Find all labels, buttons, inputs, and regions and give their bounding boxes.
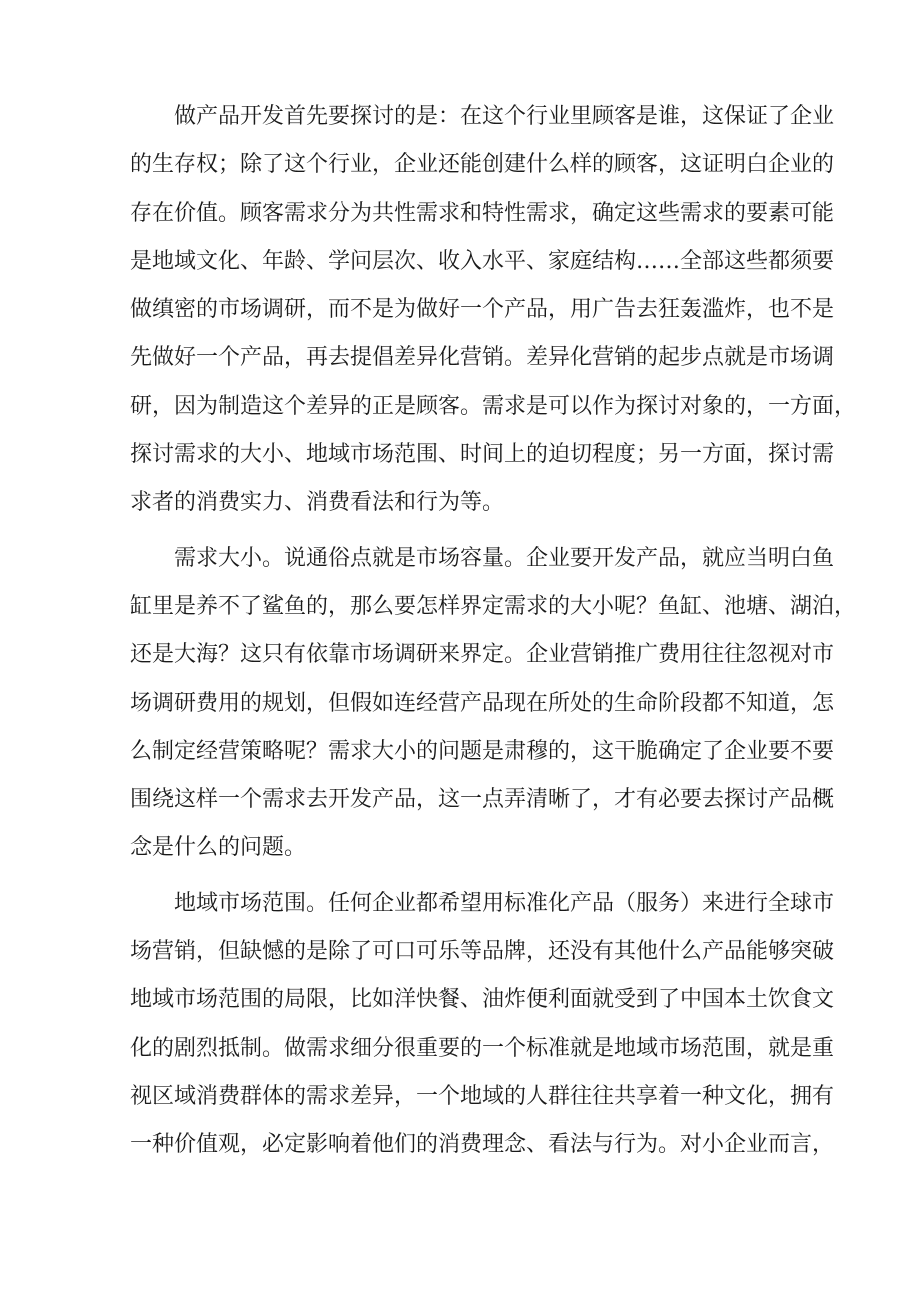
text-line: 是地域文化、年龄、学问层次、收入水平、家庭结构……全部这些都须要: [130, 248, 835, 274]
text-line: 研，因为制造这个差异的正是顾客。需求是可以作为探讨对象的，一方面，: [130, 393, 857, 419]
text-line: 需求大小。说通俗点就是市场容量。企业要开发产品，就应当明白鱼: [174, 545, 835, 571]
text-line: 围绕这样一个需求去开发产品，这一点弄清晰了，才有必要去探讨产品概: [130, 787, 835, 813]
paragraph-1: [130, 93, 857, 528]
text-line: 做产品开发首先要探讨的是：在这个行业里顾客是谁，这保证了企业: [174, 104, 835, 129]
text-line: 么制定经营策略呢？需求大小的问题是肃穆的，这干脆确定了企业要不要: [130, 738, 835, 764]
paragraph-3: [130, 880, 835, 1170]
text-line: 场营销，但缺憾的是除了可口可乐等品牌，还没有其他什么产品能够突破: [130, 939, 835, 965]
text-line: 视区域消费群体的需求差异，一个地域的人群往往共享着一种文化，拥有: [130, 1083, 835, 1109]
text-line: 地域市场范围的局限，比如洋快餐、油炸便利面就受到了中国本土饮食文: [130, 987, 835, 1013]
text-line: 探讨需求的大小、地域市场范围、时间上的迫切程度；另一方面，探讨需: [130, 442, 835, 468]
text-line: 场调研费用的规划，但假如连经营产品现在所处的生命阶段都不知道，怎: [130, 690, 835, 716]
text-line: 地域市场范围。任何企业都希望用标准化产品（服务）来进行全球市: [174, 890, 835, 916]
body-text: [130, 93, 857, 1177]
text-line: 存在价值。顾客需求分为共性需求和特性需求，确定这些需求的要素可能: [130, 200, 835, 226]
text-line: 缸里是养不了鲨鱼的，那么要怎样界定需求的大小呢？鱼缸、池塘、湖泊，: [130, 593, 857, 619]
paragraph-2: [130, 535, 857, 873]
text-line: 先做好一个产品，再去提倡差异化营销。差异化营销的起步点就是市场调: [130, 345, 835, 371]
text-line: 念是什么的问题。: [130, 835, 307, 861]
text-line: 还是大海？这只有依靠市场调研来界定。企业营销推广费用往往忽视对市: [130, 642, 835, 668]
text-line: 一种价值观，必定影响着他们的消费理念、看法与行为。对小企业而言，: [130, 1132, 835, 1158]
text-line: 化的剧烈抵制。做需求细分很重要的一个标准就是地域市场范围，就是重: [130, 1035, 835, 1061]
text-line: 做缜密的市场调研，而不是为做好一个产品，用广告去狂轰滥炸，也不是: [130, 297, 835, 323]
text-line: 的生存权；除了这个行业，企业还能创建什么样的顾客，这证明白企业的: [130, 152, 835, 178]
text-line: 求者的消费实力、消费看法和行为等。: [130, 490, 505, 516]
